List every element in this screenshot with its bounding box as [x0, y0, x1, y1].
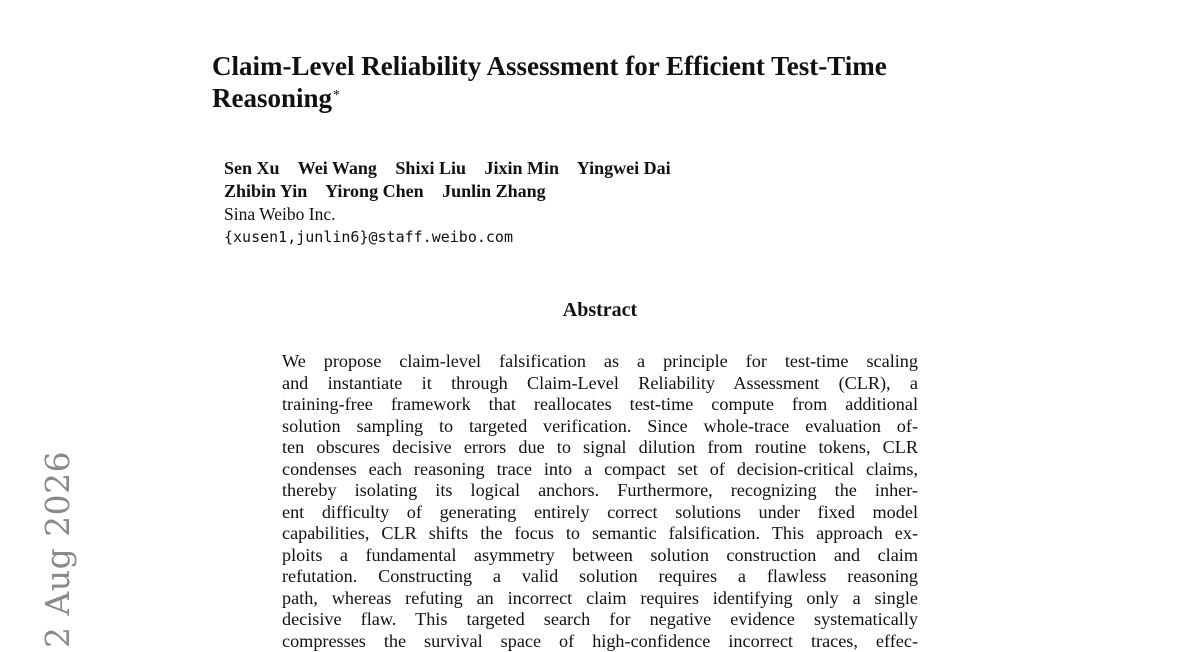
author-email: {xusen1,junlin6}@staff.weibo.com [224, 225, 685, 249]
author-name: Jixin Min [484, 158, 559, 178]
abstract-line: ent difficulty of generating entirely correct solutions under fixed model [282, 502, 918, 524]
author-row-2 [224, 180, 685, 203]
abstract-body [282, 351, 918, 652]
abstract-heading: Abstract [0, 299, 1200, 322]
abstract-line: training-free framework that reallocates test-time compute from additional [282, 394, 918, 416]
author-name: Yingwei Dai [577, 158, 671, 178]
author-name: Sen Xu [224, 158, 280, 178]
author-row-1 [224, 157, 685, 180]
abstract-line: refutation. Constructing a valid solution requires a flawless reasoning [282, 566, 918, 588]
paper-title [212, 50, 1012, 114]
author-name: Shixi Liu [395, 158, 466, 178]
abstract-line: ploits a fundamental asymmetry between solution construction and claim [282, 545, 918, 567]
author-block [224, 157, 685, 249]
author-name: Yirong Chen [325, 181, 424, 201]
abstract-line: path, whereas refuting an incorrect claim requires identifying only a single [282, 588, 918, 610]
abstract-line: and instantiate it through Claim-Level Reliability Assessment (CLR), a [282, 373, 918, 395]
arxiv-sidebar-stamp: 2 Aug 2026 [40, 451, 76, 648]
abstract-line: decisive flaw. This targeted search for negative evidence systematically [282, 609, 918, 631]
affiliation: Sina Weibo Inc. [224, 203, 685, 225]
abstract-line: We propose claim-level falsification as a principle for test-time scaling [282, 351, 918, 373]
abstract-line: ten obscures decisive errors due to signal dilution from routine tokens, CLR [282, 437, 918, 459]
title-footnote-mark: * [333, 88, 340, 103]
author-name: Wei Wang [298, 158, 377, 178]
abstract-line: thereby isolating its logical anchors. Furthermore, recognizing the inher- [282, 480, 918, 502]
author-name: Zhibin Yin [224, 181, 307, 201]
abstract-line: compresses the survival space of high-confidence incorrect traces, effec- [282, 631, 918, 652]
paper-title-text: Claim-Level Reliability Assessment for Efficient Test-Time Reasoning [212, 51, 887, 113]
abstract-line: condenses each reasoning trace into a compact set of decision-critical claims, [282, 459, 918, 481]
author-name: Junlin Zhang [442, 181, 546, 201]
abstract-line: capabilities, CLR shifts the focus to semantic falsification. This approach ex- [282, 523, 918, 545]
abstract-line: solution sampling to targeted verification. Since whole-trace evaluation of- [282, 416, 918, 438]
